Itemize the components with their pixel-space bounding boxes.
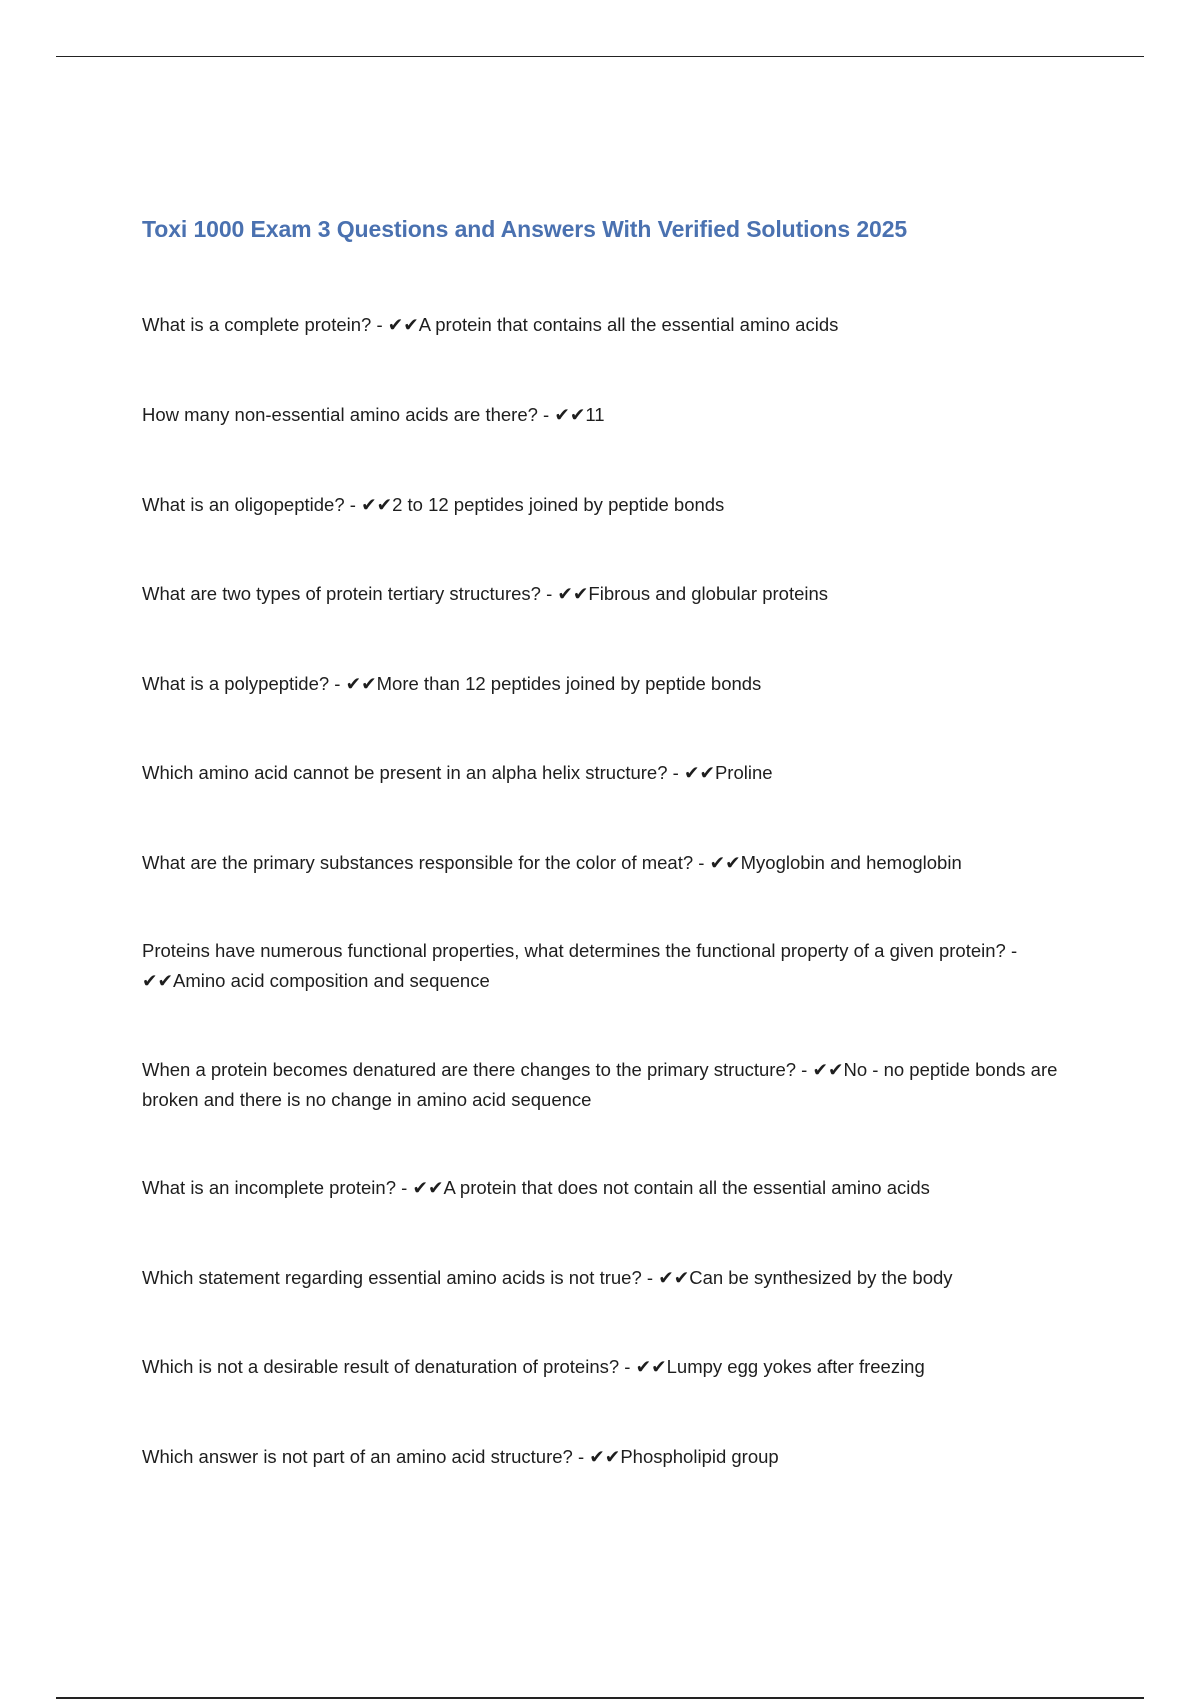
check-marks-icon: ✔✔: [812, 1059, 844, 1080]
separator: -: [667, 762, 684, 783]
check-marks-icon: ✔✔: [557, 583, 589, 604]
answer-text: Proline: [714, 762, 773, 783]
document-title: Toxi 1000 Exam 3 Questions and Answers With Verified Solutions 2025: [142, 216, 908, 242]
question-text: What are two types of protein tertiary structures?: [142, 583, 541, 604]
separator: -: [329, 673, 346, 694]
answer-text: 11: [585, 404, 605, 425]
separator: -: [540, 583, 558, 604]
qa-item-2: [142, 400, 1062, 430]
qa-item-11: [142, 1263, 1062, 1293]
qa-item-1: [142, 310, 1062, 340]
qa-item-13: [142, 1442, 1062, 1472]
qa-item-10: [142, 1173, 1062, 1203]
check-marks-icon: ✔✔: [142, 970, 174, 991]
answer-text: 2 to 12 peptides joined by peptide bonds: [392, 494, 725, 515]
qa-item-12: [142, 1352, 1062, 1382]
question-text: Proteins have numerous functional properties, what determines the functional property of a given protein?: [142, 940, 1006, 961]
header-rule: [56, 56, 1144, 57]
footer-rule: [56, 1697, 1144, 1699]
question-text: What is an incomplete protein?: [142, 1177, 396, 1198]
check-marks-icon: ✔✔: [554, 404, 586, 425]
separator: -: [371, 314, 388, 335]
check-marks-icon: ✔✔: [387, 314, 419, 335]
question-text: When a protein becomes denatured are there changes to the primary structure?: [142, 1059, 797, 1080]
qa-item-9: [142, 1055, 1062, 1115]
answer-text: Can be synthesized by the body: [689, 1267, 953, 1288]
separator: -: [344, 494, 362, 515]
answer-text: Fibrous and globular proteins: [588, 583, 829, 604]
qa-item-3: [142, 490, 1062, 520]
separator: -: [537, 404, 555, 425]
answer-text: Lumpy egg yokes after freezing: [666, 1356, 925, 1377]
qa-item-5: [142, 669, 1062, 699]
qa-item-7: [142, 848, 1062, 878]
qa-item-6: [142, 758, 1062, 788]
answer-text: No - no peptide bonds are broken and there is no change in amino acid sequence: [142, 1059, 1058, 1110]
answer-text: More than 12 peptides joined by peptide bonds: [376, 673, 762, 694]
check-marks-icon: ✔✔: [658, 1267, 690, 1288]
check-marks-icon: ✔✔: [635, 1356, 667, 1377]
question-text: What is an oligopeptide?: [142, 494, 345, 515]
qa-item-8: [142, 936, 1062, 996]
separator: -: [1005, 940, 1018, 961]
question-text: How many non-essential amino acids are there?: [142, 404, 538, 425]
check-marks-icon: ✔✔: [709, 852, 741, 873]
separator: -: [619, 1356, 636, 1377]
check-marks-icon: ✔✔: [683, 762, 715, 783]
separator: -: [796, 1059, 813, 1080]
check-marks-icon: ✔✔: [589, 1446, 621, 1467]
separator: -: [396, 1177, 413, 1198]
question-text: What is a complete protein?: [142, 314, 372, 335]
question-text: Which is not a desirable result of denaturation of proteins?: [142, 1356, 620, 1377]
answer-text: Amino acid composition and sequence: [173, 970, 490, 991]
question-text: What is a polypeptide?: [142, 673, 330, 694]
check-marks-icon: ✔✔: [345, 673, 377, 694]
check-marks-icon: ✔✔: [412, 1177, 444, 1198]
question-text: Which statement regarding essential amino acids is not true?: [142, 1267, 642, 1288]
qa-item-4: [142, 579, 1062, 609]
separator: -: [572, 1446, 590, 1467]
separator: -: [693, 852, 710, 873]
question-text: Which amino acid cannot be present in an alpha helix structure?: [142, 762, 668, 783]
answer-text: A protein that contains all the essential amino acids: [418, 314, 839, 335]
check-marks-icon: ✔✔: [361, 494, 393, 515]
question-text: What are the primary substances responsible for the color of meat?: [142, 852, 694, 873]
separator: -: [641, 1267, 659, 1288]
answer-text: A protein that does not contain all the essential amino acids: [443, 1177, 930, 1198]
question-text: Which answer is not part of an amino acid structure?: [142, 1446, 573, 1467]
answer-text: Myoglobin and hemoglobin: [740, 852, 962, 873]
answer-text: Phospholipid group: [620, 1446, 779, 1467]
